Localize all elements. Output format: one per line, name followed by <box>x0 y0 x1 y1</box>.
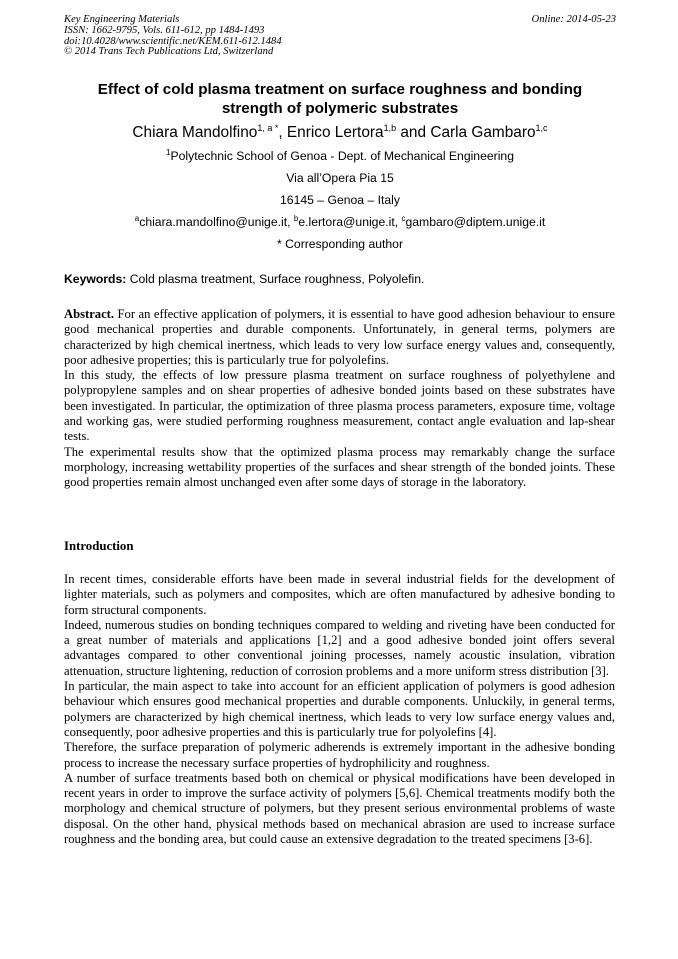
intro-paragraph: Indeed, numerous studies on bonding techniques compared to welding and riveting have been conducted for a great number of materials and applications [1,2] and a good adhesive bonded joint offers several advantages compared to other conventional joining processes, namely acoustic insulation, vibration attenuation, structure lightening, reduction of corrosion problems and a more uniform stress distribution [3]. <box>64 617 615 678</box>
author-list <box>64 123 616 143</box>
doi-line: doi:10.4028/www.scientific.net/KEM.611-612.1484 <box>64 35 282 47</box>
section-heading-introduction: Introduction <box>64 539 134 553</box>
affiliation-street: Via all’Opera Pia 15 <box>286 171 394 185</box>
abstract-paragraph: The experimental results show that the optimized plasma process may remarkably change the surface morphology, increasing wettability properties of the surfaces and shear strength of the bonded joints. These good properties remain almost unchanged even after some days of storage in the laboratory. <box>64 444 615 490</box>
author-1-affiliation: 1, a * <box>257 123 279 133</box>
keywords <box>64 272 616 287</box>
author-2-affiliation: 1,b <box>383 123 397 133</box>
paper-title <box>64 81 616 118</box>
copyright-line: © 2014 Trans Tech Publications Ltd, Switzerland <box>64 46 274 58</box>
email-b: e.lertora@unige.it, <box>298 215 402 229</box>
abstract-label: Abstract. <box>64 307 115 321</box>
email-c: gambaro@diptem.unige.it <box>405 215 546 229</box>
corresponding-author-note: * Corresponding author <box>276 237 404 251</box>
author-3: Carla Gambaro <box>430 124 536 141</box>
author-2: Enrico Lertora <box>286 124 384 141</box>
author-1: Chiara Mandolfino <box>132 124 258 141</box>
affiliation-marker: 1 <box>166 148 171 157</box>
abstract-paragraph: In this study, the effects of low pressure plasma treatment on surface roughness of polyethylene and polypropylene samples and on shear properties of adhesive bonded joints based on these substrates have been investigated. In particular, the optimization of three plasma process parameters, exposure time, voltage and working gas, were studied performing roughness measurement, contact angle evaluation and lap-shear tests. <box>64 368 615 444</box>
issn-line: ISSN: 1662-9795, Vols. 611-612, pp 1484-1493 <box>64 24 265 36</box>
intro-paragraph: In recent times, considerable efforts have been made in several industrial fields for the development of lighter materials, such as polymers and composites, which are often manufactured by adhesive bonding to form structural components. <box>64 572 615 617</box>
intro-paragraph: In particular, the main aspect to take into account for an efficient application of polymers is good adhesion behaviour which ensures good mechanical properties and durable components. Unluckily, in general terms, polymers are characterized by high chemical inertness, which leads to very low surface energy values and, consequently, poor adhesive properties and this is particularly true for polyolefins [4]. <box>64 679 615 739</box>
intro-paragraph: Therefore, the surface preparation of polymeric adherends is extremely important in the adhesive bonding process to increase the necessary surface properties of hydrophilicity and roughness. <box>64 740 615 770</box>
author-separator: , <box>278 124 287 141</box>
author-3-affiliation: 1,c <box>535 123 548 133</box>
keywords-label: Keywords: <box>64 272 127 286</box>
title-line-2: strength of polymeric substrates <box>221 99 459 117</box>
author-separator: and <box>396 124 431 141</box>
abstract <box>64 307 615 491</box>
title-line-1: Effect of cold plasma treatment on surface roughness and bonding <box>97 81 583 98</box>
affiliation-city: 16145 – Genoa – Italy <box>280 193 400 207</box>
email-a: chiara.mandolfino@unige.it, <box>139 215 294 229</box>
intro-paragraph: A number of surface treatments based both on chemical or physical modifications have been developed in recent years in order to improve the surface activity of polymers [5,6]. Chemical treatments modify both the morphology and chemical structure of polymers, but they present serious environmental problems of waste disposal. On the other hand, physical methods based on mechanical abrasion are used to increase surface roughness and the bonding area, but could cause an extensive degradation to the treated specimens [3-6]. <box>64 770 615 847</box>
affiliation-institution: $^1$Polytechnic School of Genoa - Dept. of Mechanical Engineering <box>166 148 514 163</box>
online-date: Online: 2014-05-23 <box>531 14 616 25</box>
abstract-paragraph: Abstract. For an effective application of polymers, it is essential to have good adhesion behaviour to ensure good mechanical properties and durable components. Unfortunately, in general terms, polymers are characterized by high chemical inertness, which leads to very low surface energy values and, consequently, poor adhesive properties; this is particularly true for polyolefins. <box>64 307 615 367</box>
journal-header <box>64 15 616 58</box>
keywords-text: Cold plasma treatment, Surface roughness, Polyolefin. <box>126 272 425 286</box>
author-emails: $^a$chiara.mandolfino@unige.it, $^b$e.lertora@unige.it, $^c$gambaro@diptem.unige.it <box>134 214 546 229</box>
introduction-body <box>64 572 615 847</box>
journal-name: Key Engineering Materials <box>64 14 180 25</box>
